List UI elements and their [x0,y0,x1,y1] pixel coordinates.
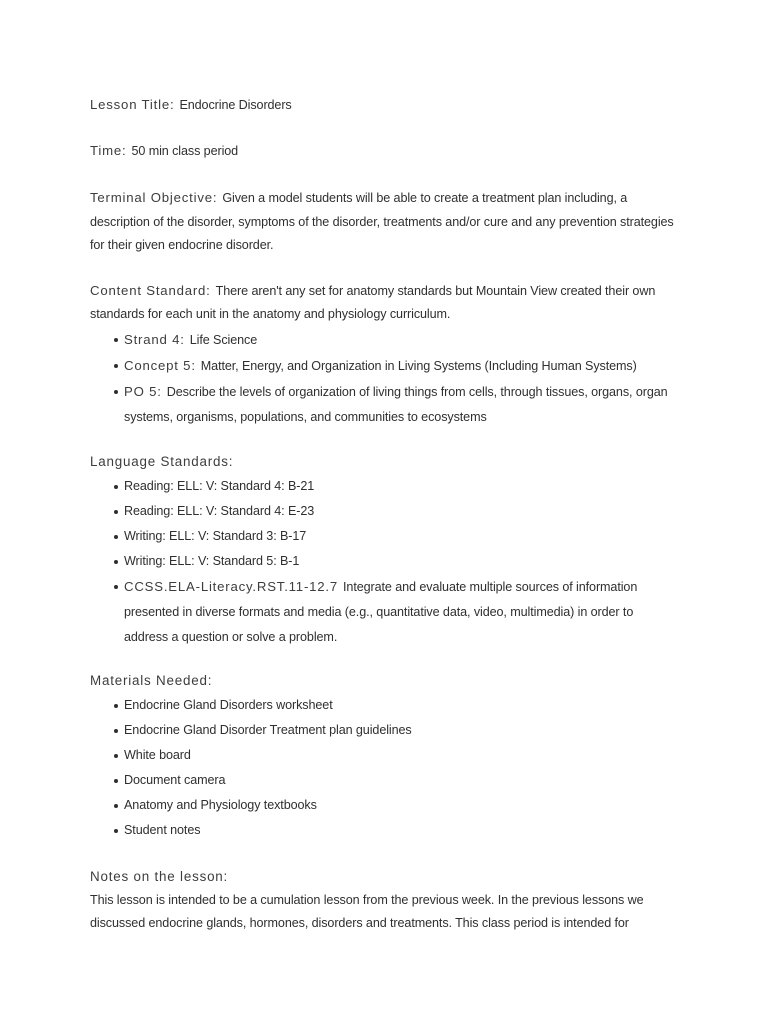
list-item [90,474,676,499]
content-standard-list [90,327,676,430]
list-item-text: Reading: ELL: V: Standard 4: B-21 [124,478,315,493]
list-item [90,327,676,353]
list-item-text: Writing: ELL: V: Standard 3: B-17 [124,528,307,543]
list-item-text: Anatomy and Physiology textbooks [124,797,317,812]
list-item-label: Strand 4: [124,331,185,347]
list-item-text: Matter, Energy, and Organization in Living Systems (Including Human Systems) [200,358,637,373]
content-standard-paragraph [90,279,676,327]
content-standard-text: There aren't any set for anatomy standards but Mountain View created their own standards for each unit in the anatomy and physiology curriculum. [90,283,656,321]
lesson-title-label: Lesson Title: [90,97,175,112]
language-standards-heading: Language Standards: [90,453,234,469]
list-item [90,768,676,793]
list-item-text: Document camera [124,772,226,787]
list-item [90,524,676,549]
list-item-text: Endocrine Gland Disorder Treatment plan guidelines [124,722,412,737]
terminal-objective-text: Given a model students will be able to create a treatment plan including, a description of the disorder, symptoms of the disorder, treatments and/or cure and any prevention strategies for their given endocrine disorder. [90,191,674,252]
list-item [90,793,676,818]
list-item-text: Student notes [124,822,201,837]
list-item-text: Reading: ELL: V: Standard 4: E-23 [124,503,315,518]
list-item-label: Concept 5: [124,357,196,373]
list-item-label: PO 5: [124,383,162,399]
materials-needed-list [90,693,676,843]
time-label: Time: [90,142,127,158]
list-item [90,718,676,743]
list-item-text: White board [124,747,191,762]
list-item-text: Writing: ELL: V: Standard 5: B-1 [124,553,300,568]
list-item-text: Describe the levels of organization of living things from cells, through tissues, organs, organ systems, organisms, populations, and communities to ecosystems [124,384,668,424]
terminal-objective-paragraph [90,186,676,258]
notes-heading: Notes on the lesson: [90,868,229,884]
content-standard-label: Content Standard: [90,282,211,298]
list-item-label: CCSS.ELA-Literacy.RST.11-12.7 [124,578,339,594]
list-item [90,818,676,843]
list-item [90,743,676,768]
list-item [90,353,676,379]
lesson-title-line [90,93,676,118]
list-item-text: Integrate and evaluate multiple sources of information presented in diverse formats and media (e.g., quantitative data, video, multimedia) in order to address a question or solve a problem. [124,579,638,644]
list-item [90,574,676,650]
lesson-title-value: Endocrine Disorders [179,98,292,112]
list-item-text: Life Science [189,332,258,347]
materials-needed-heading: Materials Needed: [90,672,213,688]
list-item [90,549,676,574]
time-line [90,139,676,164]
list-item [90,693,676,718]
list-item [90,499,676,524]
notes-paragraph: This lesson is intended to be a cumulation lesson from the previous week. In the previous lessons we discussed endocrine glands, hormones, disorders and treatments. This class period is intended for [90,892,644,930]
language-standards-list [90,474,676,650]
list-item-text: Endocrine Gland Disorders worksheet [124,697,333,712]
time-value: 50 min class period [131,143,239,158]
list-item [90,379,676,430]
terminal-objective-label: Terminal Objective: [90,190,218,205]
